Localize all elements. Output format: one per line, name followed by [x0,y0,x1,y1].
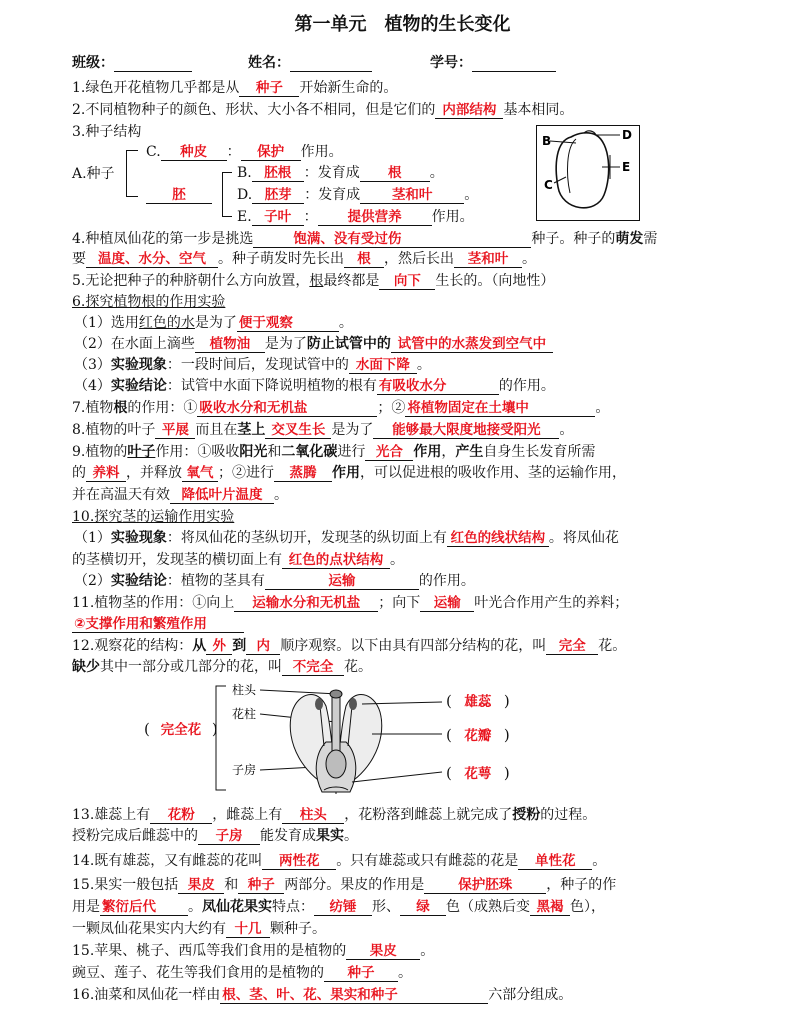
fig-stigma: 柱头 [232,683,257,697]
answer[interactable]: 胚芽 [252,188,304,204]
answer[interactable]: 茎和叶 [454,252,522,268]
answer[interactable]: 氧气 [182,466,218,482]
question-2: 2.不同植物种子的颜色、形状、大小各不相同，但是它们的 内部结构 基本相同。 [72,102,574,118]
answer[interactable]: 蒸腾 [274,466,332,482]
question-9-line-2: 的 养料 ，并释放 氧气 ；②进行 蒸腾 作用，可以促进根的吸收作用、茎的运输作用， [72,465,626,481]
answer[interactable]: 试管中的水蒸发到空气中 [391,337,553,353]
answer[interactable]: 完全花 [160,722,202,738]
fig-label-e: E [622,160,631,174]
answer[interactable]: 保护 [241,145,301,161]
class-field [72,52,192,72]
question-15b-line-1: 15.苹果、桃子、西瓜等我们食用的是植物的 果皮 。 [72,943,435,959]
answer[interactable]: 花瓣 [464,728,492,744]
cotyledon-line: E. 子叶 ： 提供营养 作用。 [237,209,474,225]
question-6-step-4: （4）实验结论：试管中水面下降说明植物的根有 有吸收水分 的作用。 [74,378,555,394]
answer[interactable]: 果皮 [346,944,420,960]
answer[interactable]: 绿 [400,900,446,916]
answer[interactable]: 种皮 [161,145,227,161]
answer[interactable]: 将植物固定在土壤中 [405,401,595,417]
answer[interactable]: 茎和叶 [360,188,464,204]
answer[interactable]: 降低叶片温度 [170,488,274,504]
question-6-step-1: （1）选用红色的水是为了 便于观察 。 [74,315,353,331]
answer[interactable]: 便于观察 [237,316,339,332]
answer[interactable]: 运输 [265,574,419,590]
answer[interactable]: 子房 [198,829,260,845]
question-9-line-1: 9.植物的叶子作用：①吸收阳光和二氧化碳进行 光合 作用，产生自身生长发育所需 [72,444,596,460]
question-4-line-2: 要 温度、水分、空气 。种子萌发时先长出 根 ，然后长出 茎和叶 。 [72,251,536,267]
answer[interactable]: 平展 [155,423,195,439]
petal-label: ( 花瓣 ) [446,726,510,744]
question-15b-line-2: 豌豆、莲子、花生等我们食用的是植物的 种子 。 [72,965,412,981]
answer[interactable]: 根 [344,252,384,268]
answer[interactable]: 花粉 [150,808,212,824]
question-16: 16.油菜和凤仙花一样由 根、茎、叶、花、果实和种子 六部分组成。 [72,987,573,1003]
question-9-line-3: 并在高温天有效 降低叶片温度 。 [72,487,288,503]
plumule-line: D. 胚芽 ：发育成 茎和叶 。 [237,187,479,203]
complete-flower-label: ( 完全花 ) [144,720,218,738]
embryo-label [146,186,212,205]
answer[interactable]: 有吸收水分 [377,379,499,395]
answer[interactable]: 黑褐 [530,900,570,916]
answer[interactable]: 种子 [324,966,398,982]
question-6-title: 6.探究植物根的作用实验 [72,294,226,310]
answer[interactable]: 内部结构 [435,103,503,119]
answer[interactable]: 养料 [86,466,126,482]
answer[interactable]: 胚根 [252,166,304,182]
question-6-step-2: （2）在水面上滴些 植物油 是为了防止试管中的 试管中的水蒸发到空气中 [74,335,553,354]
answer[interactable]: 花萼 [464,766,492,782]
answer[interactable]: 运输水分和无机盐 [234,596,378,612]
answer[interactable]: 红色的线状结构 [447,531,549,547]
answer[interactable]: 提供营养 [318,210,432,226]
answer[interactable]: 水面下降 [349,358,417,374]
question-10-step-1b: 的茎横切开，发现茎的横切面上有 红色的点状结构 。 [72,552,404,568]
answer[interactable]: 十几 [226,922,270,938]
id-label: 学号： [430,55,472,71]
answer[interactable]: 单性花 [518,854,592,870]
name-blank[interactable] [290,57,372,72]
question-5: 5.无论把种子的种脐朝什么方向放置，根最终都是 向下 生长的。（向地性） [72,273,555,289]
sepal-label: ( 花萼 ) [446,764,510,782]
seed-brace [126,150,127,196]
answer[interactable]: 运输 [420,596,474,612]
answer[interactable]: 红色的点状结构 [282,553,390,569]
name-label: 姓名： [248,55,290,71]
question-4-line-1: 4.种植凤仙花的第一步是挑选 饱满、没有受过伤 种子。种子的萌发需 [72,231,658,247]
answer[interactable]: 柱头 [282,808,344,824]
answer[interactable]: 吸收水分和无机盐 [197,401,377,417]
answer[interactable]: 不完全 [282,660,344,676]
answer[interactable]: 两性花 [262,854,336,870]
question-3-title: 3.种子结构 [72,124,142,140]
answer[interactable]: 根 [360,166,430,182]
answer[interactable]: 交叉生长 [265,423,331,439]
question-15-line-2: 用是 繁衍后代 。凤仙花果实特点： 纺锤 形、 绿 色（成熟后变 黑褐 色）， [72,899,605,915]
question-13-line-1: 13.雄蕊上有 花粉 ，雌蕊上有 柱头 ，花粉落到雌蕊上就完成了授粉的过程。 [72,807,597,823]
answer[interactable]: 子叶 [252,210,304,226]
answer[interactable]: 繁衍后代 [100,900,188,916]
answer[interactable]: 雄蕊 [464,694,492,710]
name-field [248,52,372,72]
answer[interactable]: 保护胚珠 [424,878,546,894]
answer[interactable]: 内 [246,639,280,655]
fig-label-d: D [622,128,632,142]
question-13-line-2: 授粉完成后雌蕊中的 子房 能发育成果实。 [72,828,358,844]
question-8: 8.植物的叶子 平展 而且在茎上 交叉生长 是为了 能够最大限度地接受阳光 。 [72,422,574,438]
fig-label-c: C [544,178,553,192]
question-15-line-1: 15.果实一般包括 果皮 和 种子 两部分。果皮的作用是 保护胚珠 ，种子的作 [72,877,617,893]
answer[interactable]: 植物油 [195,337,265,353]
answer[interactable]: 能够最大限度地接受阳光 [373,423,559,439]
answer[interactable]: ②支撑作用和繁殖作用 [72,617,244,633]
question-1: 1.绿色开花植物几乎都是从 种子 开始新生命的。 [72,80,398,96]
question-6-step-3: （3）实验现象：一段时间后，发现试管中的 水面下降 。 [74,357,431,373]
page-title: 第一单元 植物的生长变化 [294,14,511,35]
seed-label: A.种子 [72,166,115,182]
question-10-title: 10.探究茎的运输作用实验 [72,509,235,525]
fig-ovary: 子房 [232,763,257,777]
answer[interactable]: 光合 [365,445,413,461]
seed-coat-line: C. 种皮 ： 保护 作用。 [146,144,343,160]
question-11-line-1: 11.植物茎的作用：①向上 运输水分和无机盐 ；向下 运输 叶光合作用产生的养料； [72,595,629,611]
question-14: 14.既有雄蕊，又有雌蕊的花叫 两性花 。只有雄蕊或只有雌蕊的花是 单性花 。 [72,853,607,869]
answer[interactable]: 种子 [238,878,284,894]
embryo-brace [222,172,223,216]
question-12-line-1: 12.观察花的结构：从 外 到 内 顺序观察。以下由具有四部分结构的花，叫 完全 花。 [72,638,627,654]
answer[interactable]: 温度、水分、空气 [86,252,218,268]
class-blank[interactable] [114,57,192,72]
answer[interactable]: 果皮 [178,878,224,894]
fig-label-b: B [542,134,552,148]
radicle-line: B. 胚根 ：发育成 根 。 [237,165,444,181]
answer[interactable]: 饱满、没有受过伤 [253,232,531,248]
answer[interactable]: 外 [206,639,232,655]
answer[interactable]: 完全 [546,639,598,655]
question-11-line-2 [72,615,244,634]
question-15-line-3: 一颗凤仙花果实内大约有 十几 颗种子。 [72,921,326,937]
answer[interactable]: 胚 [146,188,212,204]
question-12-line-2: 缺少其中一部分或几部分的花，叫 不完全 花。 [72,659,372,675]
answer[interactable]: 纺锤 [314,900,372,916]
id-field [430,52,556,72]
question-10-step-2: （2）实验结论：植物的茎具有 运输 的作用。 [74,573,475,589]
stamen-label: ( 雄蕊 ) [446,692,510,710]
id-blank[interactable] [472,57,556,72]
seed-diagram [536,125,640,221]
question-7: 7.植物根的作用：① 吸收水分和无机盐 ；② 将植物固定在土壤中 。 [72,400,610,416]
answer[interactable]: 根、茎、叶、花、果实和种子 [220,988,488,1004]
class-label: 班级： [72,55,114,71]
answer[interactable]: 向下 [379,274,435,290]
answer[interactable]: 种子 [239,81,299,97]
question-10-step-1: （1）实验现象：将凤仙花的茎纵切开，发现茎的纵切面上有 红色的线状结构 。将凤仙花 [74,530,619,546]
fig-style: 花柱 [232,707,257,721]
